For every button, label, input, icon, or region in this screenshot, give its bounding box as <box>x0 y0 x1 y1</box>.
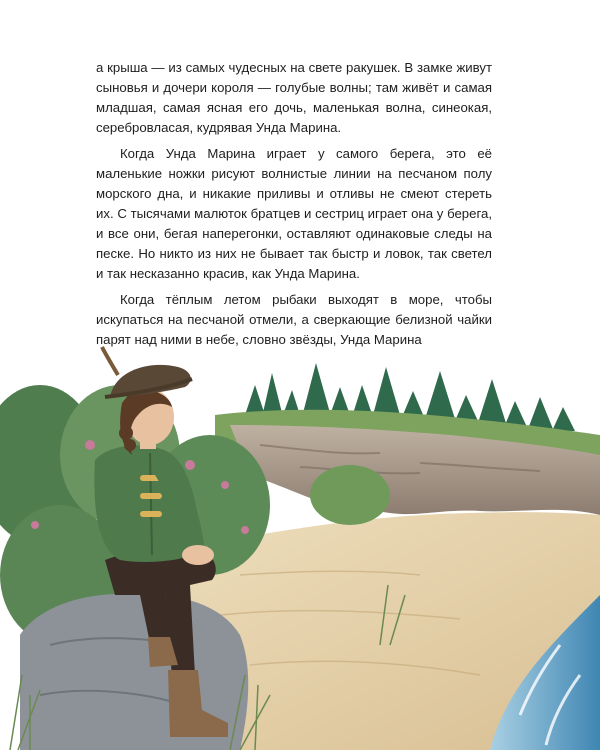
illustration-scene <box>0 345 600 750</box>
paragraph-2: Когда Унда Марина играет у самого берега, это её маленькие ножки рисуют волнистые линии на песчаном полу морского дна, и никакие приливы и отливы не смеют стереть их. С тысячами малюток братцев и сестриц играет она у берега, и все они, бегая наперегонки, оставляют одинаковые следы на песке. Но никто из них не бывает так быстр и ловок, так светел и так несказанно красив, как Унда Марина. <box>96 146 492 281</box>
paragraph-1: а крыша — из самых чудесных на свете ракушек. В замке живут сыновья и дочери короля — голубые волны; там живёт и самая младшая, самая ясная его дочь, маленькая волна, синеокая, серебровласая, кудрявая Унда Марина. <box>96 60 492 135</box>
illustration <box>0 345 600 750</box>
paragraph-3: Когда тёплым летом рыбаки выходят в море, чтобы искупаться на песчаной отмели, а сверкающие белизной чайки парят над ними в небе, словно звёзды, Унда Марина <box>96 292 492 347</box>
story-text <box>96 58 492 356</box>
